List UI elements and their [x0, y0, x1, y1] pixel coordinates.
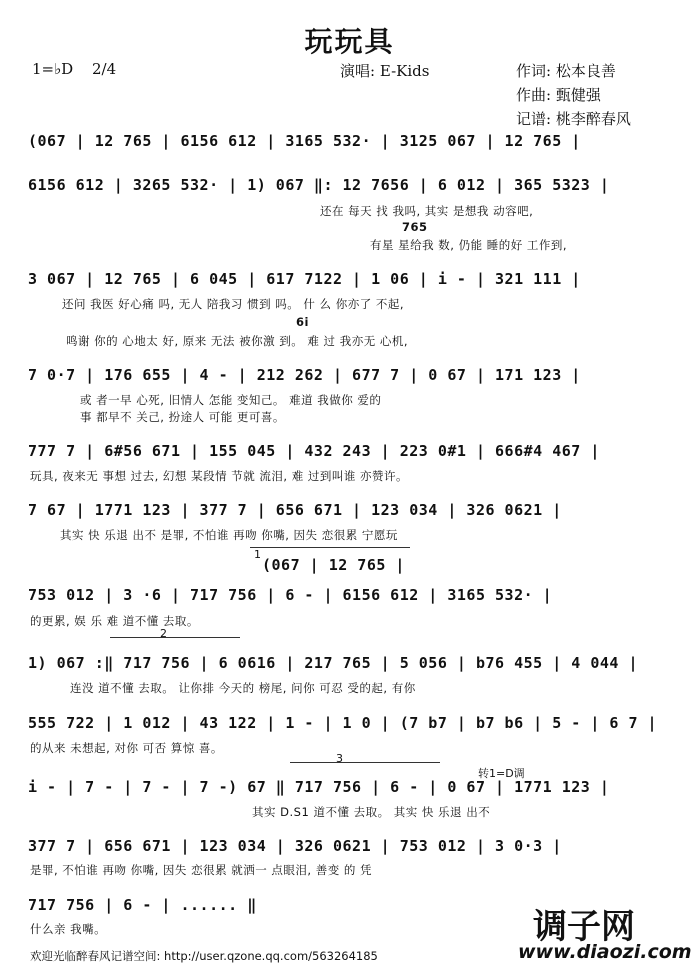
volta-bracket — [250, 547, 410, 548]
lyric-line: 的从来 未想起, 对你 可否 算惊 喜。 — [30, 741, 223, 755]
score-row-1: (067 | 12 765 | 6156 612 | 3165 532· | 3125 067 | 12 765 | — [28, 132, 581, 150]
transcriber-credit — [516, 108, 631, 129]
score-row-6: 7 67 | 1771 123 | 377 7 | 656 671 | 123 034 | 326 0621 | — [28, 501, 562, 519]
logo-text: 调子网 — [533, 907, 635, 947]
key-label: 1=♭D — [32, 60, 74, 78]
lyric-line: 其实 D.S1 道不懂 去取。 其实 快 乐退 出不 — [252, 805, 491, 819]
transcriber-name: 桃李醉春风 — [555, 110, 631, 128]
score-row-8: 753 012 | 3 ·6 | 717 756 | 6 - | 6156 612 | 3165 532· | — [28, 586, 553, 604]
score-row-10: 555 722 | 1 012 | 43 122 | 1 - | 1 0 | (7 b7 | b7 b6 | 5 - | 6 7 | — [28, 714, 658, 732]
lyric-line: 还在 每天 找 我吗, 其实 是想我 动容吧, — [320, 204, 534, 218]
lyric-line: 鸣谢 你的 心地太 好, 原来 无法 被你激 到。 难 过 我亦无 心机, — [66, 334, 409, 348]
score-row-13: 717 756 | 6 - | ...... ‖ — [28, 896, 257, 914]
lyricist-label: 作词: — [516, 62, 552, 80]
volta-number: 3 — [336, 752, 343, 765]
site-logo — [518, 895, 692, 965]
lyricist-name: 松本良善 — [555, 62, 616, 80]
lyric-line: 或 者一早 心死, 旧情人 怎能 变知己。 难道 我做你 爱的 — [80, 393, 382, 407]
key-signature — [32, 60, 116, 78]
lyric-line: 是罪, 不怕谁 再吻 你嘴, 因失 恋很累 就洒一 点眼泪, 善变 的 凭 — [30, 863, 373, 877]
score-row-12: 377 7 | 656 671 | 123 034 | 326 0621 | 753 012 | 3 0·3 | — [28, 837, 562, 855]
lyric-line: 有星 星给我 数, 仍能 睡的好 工作到, — [370, 238, 568, 252]
lyric-line: 事 都早不 关己, 扮途人 可能 更可喜。 — [80, 410, 285, 424]
lyric-line: 其实 快 乐退 出不 是罪, 不怕谁 再吻 你嘴, 因失 恋很累 宁愿玩 — [60, 528, 398, 542]
composer-name: 甄健强 — [555, 86, 601, 104]
key-change-label: 转1=D调 — [478, 767, 525, 780]
lyric-line: 玩具, 夜来无 事想 过去, 幻想 某段情 节就 流泪, 难 过到叫谁 亦赞许。 — [30, 469, 409, 483]
time-signature: 2/4 — [92, 60, 117, 78]
score-row-11: i - | 7 - | 7 - | 7 -) 67 ‖ 717 756 | 6 - | 0 67 | 1771 123 | — [28, 778, 610, 796]
score-row-5: 777 7 | 6#56 671 | 155 045 | 432 243 | 223 0#1 | 666#4 467 | — [28, 442, 600, 460]
score-row-2: 6156 612 | 3265 532· | 1) 067 ‖: 12 7656 | 6 012 | 365 5323 | — [28, 176, 610, 194]
singer-name: E-Kids — [379, 62, 430, 80]
footer-note: 欢迎光临醉春风记谱空间: http://user.qzone.qq.com/563264185 — [30, 949, 378, 963]
alt-notes: 765 — [402, 220, 428, 234]
lyric-line: 连没 道不懂 去取。 让你排 今天的 榜尾, 问你 可忍 受的起, 有你 — [70, 681, 416, 695]
lyric-line: 什么亲 我嘴。 — [30, 922, 107, 936]
volta-bracket — [110, 637, 240, 638]
lyric-line: 的更累, 娱 乐 难 道不懂 去取。 — [30, 614, 199, 628]
singer-credit — [340, 60, 429, 81]
alt-notes: 6i — [296, 315, 309, 329]
lyric-line: 还问 我医 好心痛 吗, 无人 陪我习 惯到 吗。 什 么 你亦了 不起, — [62, 297, 405, 311]
score-row-9: 1) 067 :‖ 717 756 | 6 0616 | 217 765 | 5 056 | b76 455 | 4 044 | — [28, 654, 638, 672]
song-title: 玩玩具 — [304, 25, 395, 58]
score-row-3: 3 067 | 12 765 | 6 045 | 617 7122 | 1 06 | i - | 321 111 | — [28, 270, 581, 288]
singer-label: 演唱: — [340, 62, 376, 80]
volta-bracket — [290, 762, 440, 763]
composer-credit — [516, 84, 601, 105]
logo-url: www.diaozi.com — [518, 941, 692, 963]
volta-number: 2 — [160, 627, 167, 640]
transcriber-label: 记谱: — [516, 110, 552, 128]
composer-label: 作曲: — [516, 86, 552, 104]
score-row-7: (067 | 12 765 | — [262, 556, 405, 574]
volta-number: 1 — [254, 548, 261, 561]
score-row-4: 7 0·7 | 176 655 | 4 - | 212 262 | 677 7 | 0 67 | 171 123 | — [28, 366, 581, 384]
lyricist-credit — [516, 60, 616, 81]
